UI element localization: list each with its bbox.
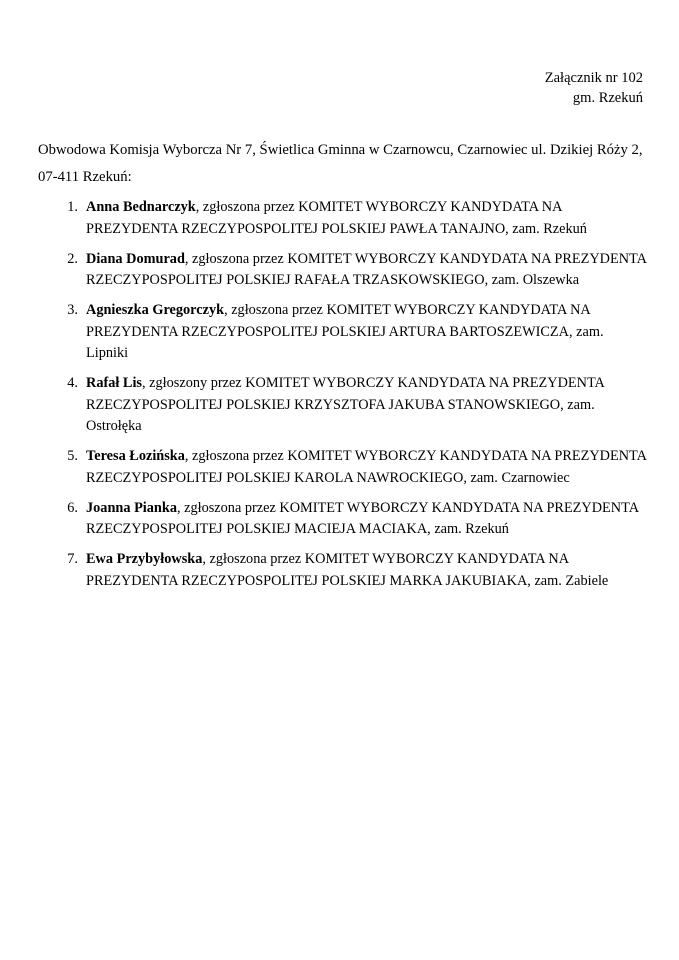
member-nomination-verb: , zgłoszona przez	[184, 448, 288, 464]
member-name: Anna Bednarczyk	[86, 199, 196, 215]
list-item-number: 2.	[67, 250, 78, 267]
member-nomination-verb: , zgłoszona przez	[195, 199, 299, 215]
commission-intro-paragraph: Obwodowa Komisja Wyborcza Nr 7, Świetlica Gminna w Czarnowcu, Czarnowiec ul. Dzikiej Róży 2, 07-411 Rzekuń:	[38, 141, 643, 185]
member-committee: KOMITET WYBORCZY KANDYDATA NA PREZYDENTA RZECZYPOSPOLITEJ POLSKIEJ MARKA JAKUBIAKA	[86, 551, 569, 589]
member-residence: , zam. Rzekuń	[505, 220, 587, 237]
member-nomination-verb: , zgłoszona przez	[202, 551, 305, 567]
member-committee: KOMITET WYBORCZY KANDYDATA NA PREZYDENTA RZECZYPOSPOLITEJ POLSKIEJ MACIEJA MACIAKA	[86, 499, 639, 537]
list-item	[38, 498, 648, 541]
member-list	[38, 197, 648, 601]
list-item-number: 5.	[67, 448, 78, 464]
member-name: Teresa Łozińska	[86, 448, 185, 464]
member-nomination-verb: , zgłoszony przez	[142, 375, 246, 391]
list-item-number: 4.	[67, 375, 78, 391]
list-item	[38, 300, 648, 365]
member-residence: , zam. Ostrołęka	[86, 396, 595, 434]
list-item-number: 1.	[67, 199, 78, 215]
list-item	[38, 373, 648, 438]
list-item-number: 7.	[67, 551, 78, 567]
attachment-number-label: Załącznik nr 102	[544, 70, 643, 86]
member-nomination-verb: , zgłoszona przez	[224, 302, 327, 318]
member-name: Ewa Przybyłowska	[86, 551, 203, 567]
member-nomination-verb: , zgłoszona przez	[184, 250, 288, 267]
list-item	[38, 249, 648, 292]
list-item	[38, 446, 648, 489]
member-name: Agnieszka Gregorczyk	[86, 302, 225, 318]
document-header	[36, 68, 643, 108]
member-residence: , zam. Rzekuń	[427, 521, 509, 537]
list-item	[38, 549, 648, 592]
member-name: Joanna Pianka	[86, 499, 177, 516]
member-committee: KOMITET WYBORCZY KANDYDATA NA PREZYDENTA RZECZYPOSPOLITEJ POLSKIEJ ARTURA BARTOSZEWICZA	[86, 302, 590, 340]
member-committee: KOMITET WYBORCZY KANDYDATA NA PREZYDENTA RZECZYPOSPOLITEJ POLSKIEJ PAWŁA TANAJNO	[86, 199, 562, 237]
list-item-number: 3.	[67, 302, 78, 318]
list-item-number: 6.	[67, 499, 78, 516]
list-item	[38, 197, 648, 240]
member-name: Diana Domurad	[86, 250, 185, 267]
member-residence: , zam. Czarnowiec	[463, 469, 570, 486]
member-committee: KOMITET WYBORCZY KANDYDATA NA PREZYDENTA RZECZYPOSPOLITEJ POLSKIEJ RAFAŁA TRZASKOWSKIEGO	[86, 250, 647, 288]
member-committee: KOMITET WYBORCZY KANDYDATA NA PREZYDENTA RZECZYPOSPOLITEJ POLSKIEJ KAROLA NAWROCKIEGO	[86, 448, 647, 486]
municipality-label: gm. Rzekuń	[572, 90, 643, 106]
member-residence: , zam. Zabiele	[527, 572, 609, 589]
member-nomination-verb: , zgłoszona przez	[176, 499, 280, 516]
member-committee: KOMITET WYBORCZY KANDYDATA NA PREZYDENTA RZECZYPOSPOLITEJ POLSKIEJ KRZYSZTOFA JAKUBA STANOWSKIEGO	[86, 375, 605, 413]
member-residence: , zam. Lipniki	[86, 323, 604, 361]
member-residence: , zam. Olszewka	[484, 272, 580, 288]
member-name: Rafał Lis	[86, 375, 143, 391]
